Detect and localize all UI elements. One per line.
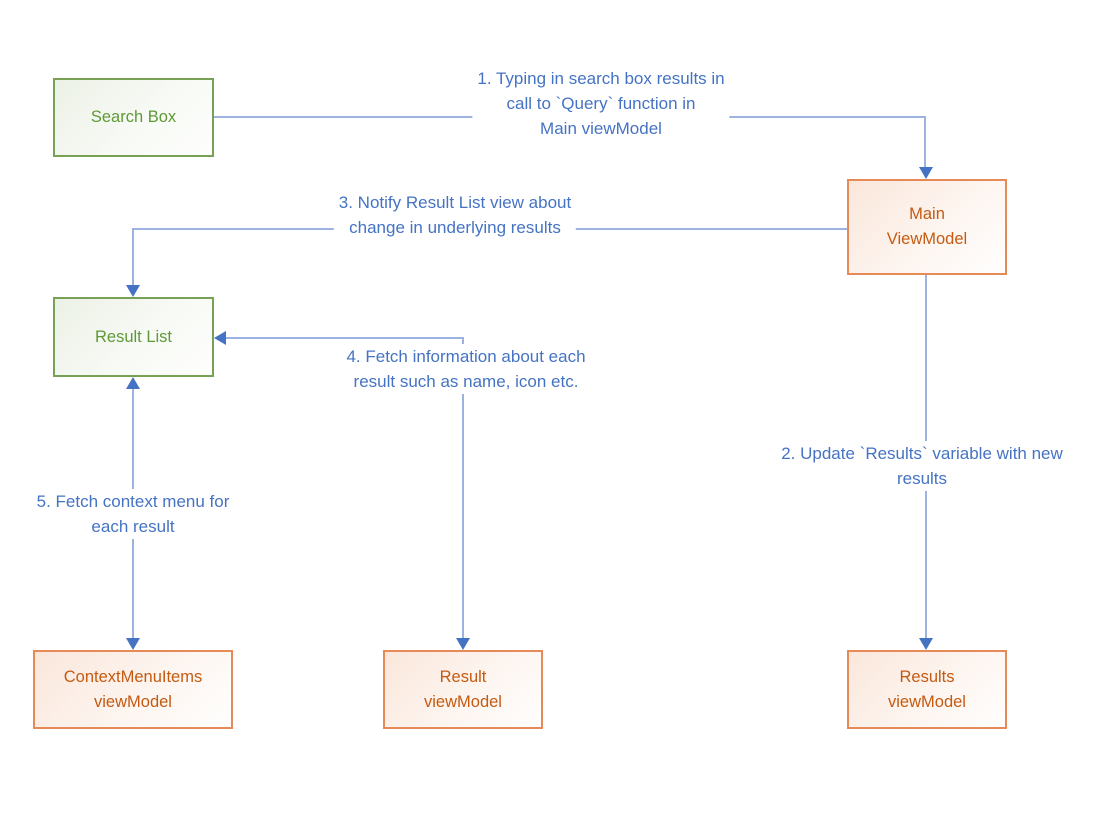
node-results-viewmodel-label-line1: Results <box>899 667 955 686</box>
node-search-box <box>53 78 214 157</box>
annotation-step1 <box>472 66 729 141</box>
annotation-step5-line1: 5. Fetch context menu for <box>36 492 230 511</box>
annotation-step4 <box>341 344 590 394</box>
annotation-step5-line2: each result <box>91 517 175 536</box>
connector4-horizontal-segment <box>226 337 463 339</box>
connector3-vertical-segment <box>132 228 134 286</box>
connector4-arrowhead-left-icon <box>214 331 226 345</box>
annotation-step2-line1: 2. Update `Results` variable with new <box>781 444 1063 463</box>
node-main-viewmodel <box>847 179 1007 275</box>
connector5-arrowhead-down-icon <box>126 638 140 650</box>
node-result-viewmodel-label-line2: viewModel <box>424 692 502 711</box>
node-contextmenuitems-viewmodel <box>33 650 233 729</box>
annotation-step1-line1: 1. Typing in search box results in <box>477 69 725 88</box>
node-results-viewmodel-label-line2: viewModel <box>888 692 966 711</box>
node-result-list <box>53 297 214 377</box>
annotation-step5 <box>32 489 235 539</box>
connector5-arrowhead-up-icon <box>126 377 140 389</box>
node-main-viewmodel-label-line1: Main <box>909 205 945 223</box>
node-contextmenuitems-viewmodel-label-line1: ContextMenuItems <box>63 667 203 686</box>
annotation-step3-line1: 3. Notify Result List view about <box>338 193 572 212</box>
node-result-viewmodel-label-line1: Result <box>439 667 487 686</box>
node-results-viewmodel <box>847 650 1007 729</box>
annotation-step2 <box>776 441 1068 491</box>
connector3-arrowhead-down-icon <box>126 285 140 297</box>
connector1-vertical-segment <box>924 116 926 169</box>
node-search-box-label: Search Box <box>90 108 177 126</box>
node-main-viewmodel-label-line2: ViewModel <box>886 230 968 248</box>
annotation-step1-line3: Main viewModel <box>540 119 662 138</box>
annotation-step4-line1: 4. Fetch information about each <box>346 347 586 366</box>
node-result-list-label: Result List <box>94 327 173 346</box>
annotation-step3 <box>334 190 576 240</box>
connector1-arrowhead-down-icon <box>919 167 933 179</box>
annotation-step1-line2: call to `Query` function in <box>506 94 696 113</box>
annotation-step3-line2: change in underlying results <box>349 218 561 237</box>
node-contextmenuitems-viewmodel-label-line2: viewModel <box>94 692 172 711</box>
connector2-arrowhead-down-icon <box>919 638 933 650</box>
connector4-arrowhead-down-icon <box>456 638 470 650</box>
node-result-viewmodel <box>383 650 543 729</box>
annotation-step4-line2: result such as name, icon etc. <box>353 372 579 391</box>
annotation-step2-line2: results <box>896 469 948 488</box>
